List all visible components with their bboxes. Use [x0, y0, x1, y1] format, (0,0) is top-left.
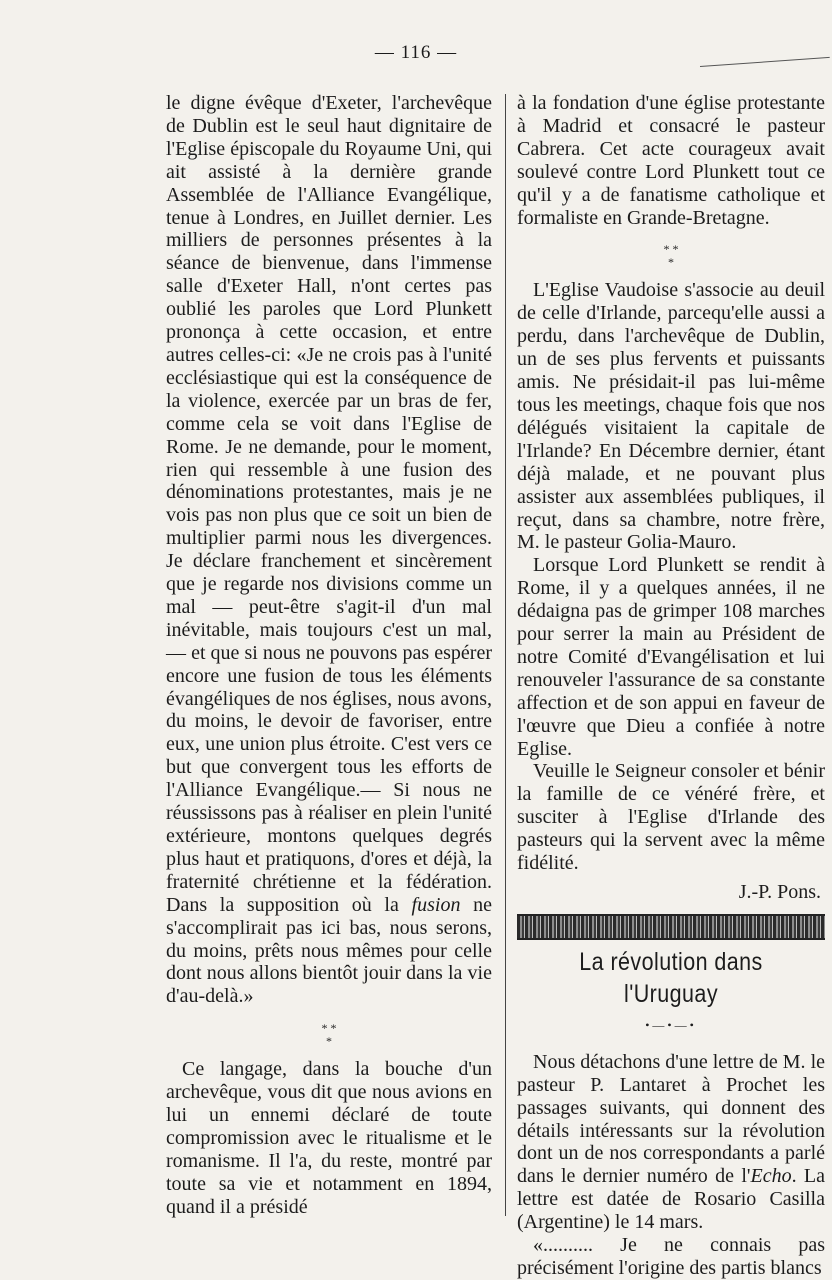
right-paragraph-5-start: Nous détachons d'une lettre de M. le pasteur P. Lantaret à Prochet les passages suivants, qui donnent des détails intéressants sur la révolution dont un de nos correspondants a parlé dans le dernier numéro de l' [517, 1050, 825, 1188]
right-paragraph-3: Lorsque Lord Plunkett se rendit à Rome, il y a quelques années, il ne dédaigna pas de grimper 108 marches pour serrer la main au Président de notre Comité d'Evangélisation et lui renouveler l'assurance de sa constante affection et de son appui en faveur de l'œuvre que Dieu a confiée à notre Eglise. [517, 554, 825, 760]
right-stars-bottom: * [668, 255, 674, 270]
left-paragraph-1-italic: fusion [411, 893, 461, 916]
left-stars-top: * * [321, 1021, 337, 1036]
left-paragraph-2: Ce langage, dans la bouche d'un archevêque, vous dit que nous avions en lui un ennemi déclaré de toute compromission avec le ritualisme et le romanisme. Il l'a, du reste, montré par toute sa vie et notamment en 1894, quand il a présidé [166, 1058, 492, 1218]
right-paragraph-5-italic: Echo [750, 1165, 792, 1188]
right-paragraph-6: «.......... Je ne connais pas précisément l'origine des partis blancs [517, 1234, 825, 1279]
right-paragraph-2: L'Eglise Vaudoise s'associe au deuil de celle d'Irlande, parcequ'elle aussi a perdu, dans l'archevêque de Dublin, un de ses plus fervents et puissants amis. Ne présidait-il pas lui-même tous les meetings, chaque fois que nos délégués visitaient la capitale de l'Irlande? En Décembre dernier, étant déjà malade, et ne pouvant plus assister aux assemblées publiques, il reçut, dans sa chambre, notre frère, M. le pasteur Golia-Mauro. [517, 279, 825, 554]
small-ornament: •—•—• [645, 1017, 697, 1032]
right-stars-top: * * [663, 242, 679, 257]
left-separator-stars [166, 1022, 492, 1048]
right-column [517, 92, 825, 1280]
left-column [166, 92, 492, 1219]
right-paragraph-1: à la fondation d'une église protestante à Madrid et consacré le pasteur Cabrera. Cet acte courageux avait soulevé contre Lord Plunkett tout ce qu'il y a de fanatisme catholique et formaliste en Grande-Bretagne. [517, 92, 825, 229]
page-number: — 116 — [374, 42, 458, 63]
left-paragraph-1-end: ne s'accomplirait pas ici bas, nous serons, du moins, prêts nous mêmes pour celle dont nous allons bientôt jouir dans la vie d'au-delà.» [166, 893, 493, 1008]
left-paragraph-1-text: le digne évêque d'Exeter, l'archevêque de Dublin est le seul haut dignitaire de l'Eglise épiscopale du Royaume Uni, qui ait assisté à la dernière grande Assemblée de l'Alliance Evangélique, tenue à Londres, en Juillet dernier. Les milliers de personnes présentes à la séance de bienvenue, dans l'immense salle d'Exeter Hall, n'ont certes pas oublié les paroles que Lord Plunkett prononça à cette occasion, et entre autres celles-ci: «Je ne crois pas à l'unité ecclésiastique qui est la conséquence de la violence, exercée par un bras de fer, comme cela se voit dans l'Eglise de Rome. Je ne demande, pour le moment, rien qui ressemble à une fusion des dénominations protestantes, mais je ne vois pas non plus que ce soit un bien de multiplier parmi nous les divergences. Je déclare franchement et sincèrement que je regarde nos divisions comme un mal — peut-être s'agit-il d'un mal inévitable, mais toujours c'est un mal, — et que si nous ne pouvons pas espérer encore une fusion de tous les éléments évangéliques de nos églises, nous avons, du moins, le devoir de favoriser, entre eux, une union plus étroite. C'est vers ce but que convergent tous les efforts de l'Alliance Evangélique.— Si nous ne réussissons pas à réaliser en plein l'unité extérieure, montons quelques degrés plus haut et pratiquons, d'ores et déjà, la fraternité chrétienne et la fédération. Dans la supposition où la [166, 92, 492, 916]
left-stars-bottom: * [326, 1034, 332, 1049]
ornament-band [517, 914, 825, 940]
left-paragraph-1 [166, 92, 492, 1008]
column-divider [505, 94, 506, 1216]
right-paragraph-5-end: . La lettre est datée de Rosario Casilla (Argentine) le 14 mars. [517, 1165, 825, 1234]
signature: J.-P. Pons. [738, 881, 821, 903]
section-heading: La révolution dans l'Uruguay [579, 947, 763, 1008]
right-paragraph-4: Veuille le Seigneur consoler et bénir la famille de ce vénéré frère, et susciter à l'Eglise d'Irlande des pasteurs qui la servent avec la même fidélité. [517, 760, 825, 875]
right-separator-stars [517, 243, 825, 269]
right-paragraph-5 [517, 1051, 825, 1234]
